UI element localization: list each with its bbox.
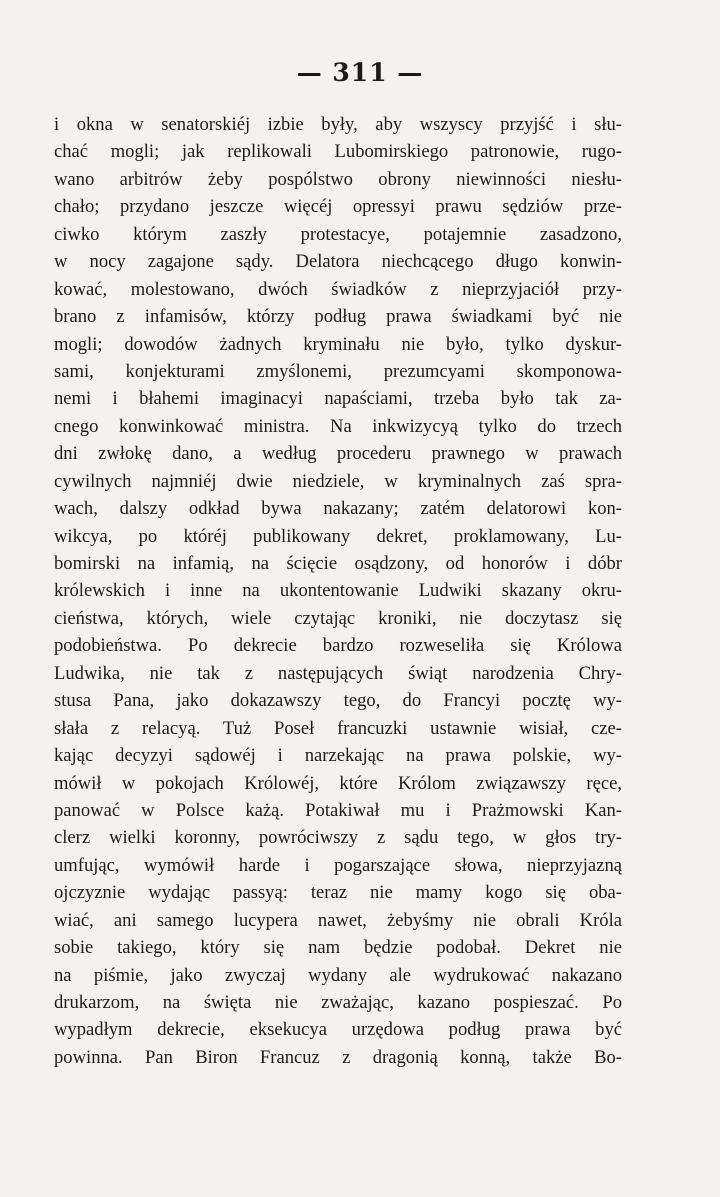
text-line: nemi i błahemi imaginacyi napaściami, trzeba było tak za- — [54, 388, 622, 410]
text-line: na piśmie, jako zwyczaj wydany ale wydrukować nakazano — [54, 964, 622, 986]
text-line: Ludwika, nie tak z następujących świąt narodzenia Chry- — [54, 662, 622, 684]
text-line: mówił w pokojach Królowéj, które Królom związawszy ręce, — [54, 772, 622, 794]
body-text — [54, 111, 622, 1071]
text-line: sobie takiego, który się nam będzie podobał. Dekret nie — [54, 937, 622, 959]
text-line: dni zwłokę dano, a według procederu prawnego w prawach — [54, 443, 622, 465]
text-line: kować, molestowano, dwóch świadków z nieprzyjaciół przy- — [54, 278, 622, 300]
text-line: królewskich i inne na ukontentowanie Ludwiki skazany okru- — [54, 580, 622, 602]
text-line: w nocy zagajone sądy. Delatora niechcącego długo konwin- — [54, 251, 622, 273]
text-line: panować w Polsce każą. Potakiwał mu i Prażmowski Kan- — [54, 799, 622, 821]
text-line: mogli; dowodów żadnych kryminału nie było, tylko dyskur- — [54, 333, 622, 355]
text-line: wypadłym dekrecie, eksekucya urzędowa podług prawa być — [54, 1019, 622, 1041]
text-line: sami, konjekturami zmyślonemi, prezumcyami skomponowa- — [54, 360, 622, 382]
text-line: słała z relacyą. Tuż Poseł francuzki ustawnie wisiał, cze- — [54, 717, 622, 739]
text-line: clerz wielki koronny, powróciwszy z sądu tego, w głos try- — [54, 827, 622, 849]
text-line: wano arbitrów żeby pospólstwo obrony niewinności niesłu- — [54, 168, 622, 190]
text-line: drukarzom, na święta nie zważając, kazano pospieszać. Po — [54, 992, 622, 1013]
text-line: chać mogli; jak replikowali Lubomirskiego patronowie, rugo- — [54, 141, 622, 163]
text-line: wiać, ani samego lucypera nawet, żebyśmy nie obrali Króla — [54, 909, 622, 931]
text-line: brano z infamisów, którzy podług prawa świadkami być nie — [54, 306, 622, 328]
text-line: wach, dalszy odkład bywa nakazany; zatém delatorowi kon- — [54, 498, 622, 520]
text-line: cieństwa, których, wiele czytając kroniki, nie doczytasz się — [54, 607, 622, 629]
text-line: chało; przydano jeszcze więcéj opressyi prawu sędziów prze- — [54, 196, 622, 218]
text-line: podobieństwa. Po dekrecie bardzo rozweseliła się Królowa — [54, 635, 622, 657]
text-line: powinna. Pan Biron Francuz z dragonią konną, także Bo- — [54, 1046, 622, 1068]
text-line: ciwko którym zaszły protestacye, potajemnie zasadzono, — [54, 223, 622, 245]
text-line: stusa Pana, jako dokazawszy tego, do Francyi pocztę wy- — [54, 690, 622, 712]
text-line: cywilnych najmniéj dwie niedziele, w kryminalnych zaś spra- — [54, 470, 622, 492]
text-line: wikcya, po któréj publikowany dekret, proklamowany, Lu- — [54, 525, 622, 547]
text-line: kając decyzyi sądowéj i narzekając na prawa polskie, wy- — [54, 745, 622, 767]
text-line: umfując, wymówił harde i pogarszające słowa, nieprzyjazną — [54, 854, 622, 876]
text-line: cnego konwinkować ministra. Na inkwizycyą tylko do trzech — [54, 415, 622, 437]
text-line: bomirski na infamią, na ścięcie osądzony, od honorów i dóbr — [54, 553, 622, 574]
page-number: — 311 — — [296, 58, 424, 87]
text-line: ojczyznie wydając passyą: teraz nie mamy kogo się oba- — [54, 882, 622, 904]
text-line: i okna w senatorskiéj izbie były, aby wszyscy przyjść i słu- — [54, 114, 622, 135]
